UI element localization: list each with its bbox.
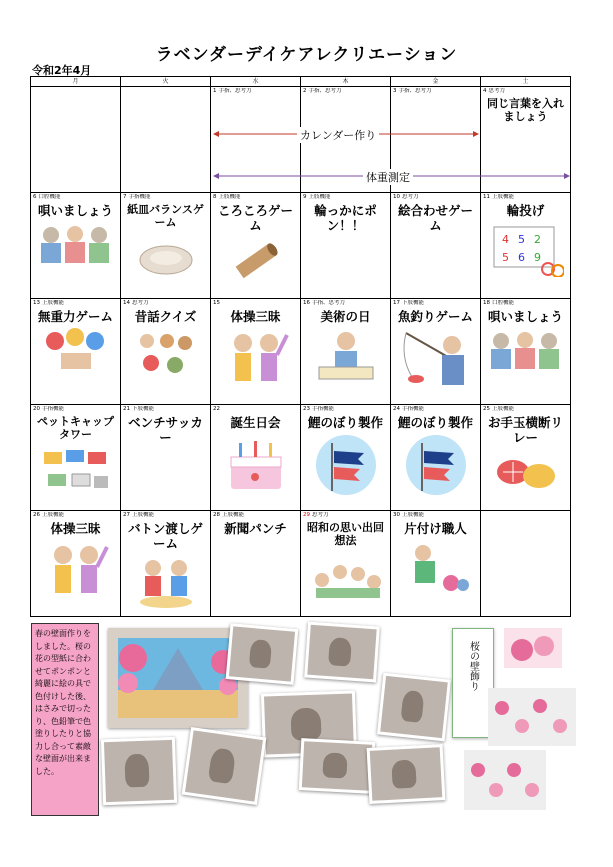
week-row	[31, 511, 571, 617]
day-number: 1	[213, 88, 217, 94]
week-row	[31, 299, 571, 405]
svg-text:5: 5	[501, 251, 509, 264]
day-header	[483, 300, 568, 307]
day-cell	[391, 193, 481, 299]
weight-span-label: 体重測定	[363, 169, 413, 185]
weekday-header: 月	[31, 77, 121, 87]
function-tag: 上肢機能	[402, 512, 425, 518]
day-number: 6	[33, 194, 37, 200]
day-header	[303, 406, 388, 413]
singing-people-icon	[33, 221, 118, 269]
activity-title: ころころゲーム	[217, 203, 293, 233]
day-cell	[31, 405, 121, 511]
day-number: 11	[483, 194, 490, 200]
day-header	[33, 406, 118, 413]
day-number: 20	[33, 406, 40, 412]
function-tag: 手指、思考力	[398, 88, 432, 94]
day-header	[303, 512, 388, 519]
day-header	[393, 512, 478, 519]
day-number: 29	[303, 512, 310, 518]
activity-title: 輪投げ	[506, 203, 545, 218]
activity-title: 絵合わせゲーム	[397, 203, 473, 233]
activity-photo	[299, 738, 376, 794]
bottle-caps-icon	[33, 444, 118, 502]
activity-title: 片付け職人	[404, 521, 467, 536]
day-number: 25	[483, 406, 490, 412]
relay-icon	[123, 554, 208, 614]
svg-text:2: 2	[533, 233, 541, 246]
day-header	[33, 512, 118, 519]
activity-title: 鯉のぼり製作	[307, 415, 383, 430]
function-tag: 上肢機能	[308, 194, 331, 200]
activity-title: 魚釣りゲーム	[397, 309, 473, 324]
birthday-cake-icon	[213, 433, 298, 501]
day-number: 9	[303, 194, 307, 200]
activity-title: 同じ言葉を入れましょう	[487, 97, 564, 123]
function-tag: 手指、思考力	[308, 88, 342, 94]
day-cell	[121, 511, 211, 617]
ring-toss-icon	[483, 221, 568, 281]
beanbag-icon	[483, 448, 568, 502]
flower-decoration-photo	[504, 628, 562, 668]
day-cell	[211, 405, 301, 511]
weekday-header: 土	[481, 77, 571, 87]
day-cell	[481, 193, 571, 299]
function-tag: 上肢機能	[42, 512, 65, 518]
activity-title: 輪っかにポン！！	[314, 203, 377, 233]
photo-report-section	[30, 620, 571, 845]
day-number: 23	[303, 406, 310, 412]
day-header	[303, 300, 388, 307]
weekday-header: 金	[391, 77, 481, 87]
day-header	[33, 300, 118, 307]
weekday-header: 火	[121, 77, 211, 87]
flower-decoration-photo	[464, 750, 546, 810]
day-cell	[481, 405, 571, 511]
weekday-header: 水	[211, 77, 301, 87]
function-tag: 手指、思考力	[218, 88, 252, 94]
day-number: 15	[213, 300, 220, 306]
day-cell	[211, 299, 301, 405]
day-header	[393, 406, 478, 413]
day-cell	[121, 193, 211, 299]
calendar-span-label: カレンダー作り	[297, 127, 379, 143]
function-tag: 口腔機能	[38, 194, 61, 200]
function-tag: 上肢機能	[492, 194, 515, 200]
function-tag: 思考力	[312, 512, 329, 518]
svg-text:5: 5	[517, 233, 525, 246]
day-number: 30	[393, 512, 400, 518]
day-number: 8	[213, 194, 217, 200]
report-note: 春の壁面作りをしました。桜の花の型紙に合わせてポンポンと綺麗に絵の具で色付けした後、はさみで切ったり、色鉛筆で色塗りしたりと協力し合って素敵な壁面が出来ました。	[31, 623, 99, 816]
era-month-label: 令和2年4月	[32, 64, 92, 77]
day-cell	[121, 405, 211, 511]
activity-title: 体操三昧	[230, 309, 281, 324]
singing-people-icon	[483, 327, 568, 375]
activity-title: 昔話クイズ	[134, 309, 197, 324]
day-number: 10	[393, 194, 400, 200]
activity-photo	[367, 744, 446, 804]
function-tag: 思考力	[402, 194, 419, 200]
day-header	[213, 406, 298, 413]
day-number: 24	[393, 406, 400, 412]
day-header	[213, 300, 298, 307]
day-cell	[121, 299, 211, 405]
fishing-icon	[393, 327, 478, 395]
day-cell	[211, 511, 301, 617]
activity-title: 唄いましょう	[487, 309, 563, 324]
day-number: 13	[33, 300, 40, 306]
activity-photo	[304, 622, 380, 683]
activity-title: 誕生日会	[230, 415, 281, 430]
svg-text:4: 4	[501, 233, 509, 246]
day-cell	[391, 511, 481, 617]
function-tag: 上肢機能	[132, 512, 155, 518]
day-number: 2	[303, 88, 307, 94]
day-header	[393, 300, 478, 307]
day-number: 7	[123, 194, 127, 200]
function-tag: 手指機能	[312, 406, 335, 412]
function-tag: 口腔機能	[492, 300, 515, 306]
function-tag: 思考力	[132, 300, 149, 306]
function-tag: 上肢機能	[42, 300, 65, 306]
flower-decoration-photo	[488, 688, 576, 746]
day-number: 3	[393, 88, 397, 94]
function-tag: 上肢機能	[218, 194, 241, 200]
function-tag: 上肢機能	[492, 406, 515, 412]
svg-text:6: 6	[517, 251, 525, 264]
exercise-icon	[213, 327, 298, 391]
activity-title: ベンチサッカー	[128, 415, 203, 445]
function-tag: 手指機能	[402, 406, 425, 412]
painting-icon	[303, 327, 388, 387]
week-row	[31, 193, 571, 299]
activity-photo	[226, 623, 299, 685]
day-header	[123, 512, 208, 519]
day-number: 18	[483, 300, 490, 306]
balloons-icon	[33, 327, 118, 375]
scroll-text: 桜の壁飾り	[467, 641, 479, 691]
function-tag: 下肢機能	[132, 406, 155, 412]
day-number: 22	[213, 406, 220, 412]
exercise-icon	[33, 539, 118, 603]
day-header	[123, 300, 208, 307]
function-tag: 思考力	[488, 88, 506, 94]
function-tag: 手指、思考力	[312, 300, 346, 306]
activity-title: 唄いましょう	[37, 203, 113, 218]
activity-title: バトン渡しゲーム	[128, 521, 203, 551]
day-header	[213, 512, 298, 519]
function-tag: 上肢機能	[222, 512, 245, 518]
function-tag: 手指機能	[128, 194, 151, 200]
paper-plate-icon	[123, 232, 208, 286]
day-cell	[301, 193, 391, 299]
svg-text:9: 9	[533, 251, 541, 264]
day-number: 17	[393, 300, 400, 306]
day-cell	[391, 299, 481, 405]
day-cell	[481, 511, 571, 617]
activity-title: 昭和の思い出回想法	[307, 521, 384, 547]
activity-title: 美術の日	[320, 309, 371, 324]
day-number: 28	[213, 512, 220, 518]
day-cell	[301, 405, 391, 511]
span-arrows	[0, 0, 613, 200]
day-cell	[301, 299, 391, 405]
day-cell	[31, 299, 121, 405]
activity-photo	[377, 673, 451, 742]
day-number: 16	[303, 300, 310, 306]
day-number: 26	[33, 512, 40, 518]
activity-title: 新聞パンチ	[224, 521, 287, 536]
activity-title: 鯉のぼり製作	[397, 415, 473, 430]
day-number: 4	[483, 88, 487, 94]
day-cell	[301, 511, 391, 617]
activity-photo	[101, 737, 177, 806]
function-tag: 下肢機能	[402, 300, 425, 306]
day-cell	[31, 511, 121, 617]
week-row	[31, 405, 571, 511]
carp-streamer-icon	[303, 433, 388, 501]
day-cell	[31, 193, 121, 299]
activity-title: お手玉横断リレー	[487, 415, 563, 445]
activity-photo	[182, 727, 267, 805]
folktale-icon	[123, 327, 208, 381]
paper-roll-icon	[213, 236, 298, 290]
day-cell	[481, 299, 571, 405]
activity-title: 無重力ゲーム	[37, 309, 113, 324]
reminiscence-icon	[303, 550, 388, 610]
activity-title: 体操三昧	[50, 521, 101, 536]
weekday-header: 木	[301, 77, 391, 87]
page-title: ラベンダーデイケアレクリエーション	[155, 45, 458, 65]
day-number: 14	[123, 300, 130, 306]
day-header	[123, 406, 208, 413]
day-number: 27	[123, 512, 130, 518]
day-cell	[211, 193, 301, 299]
carp-streamer-icon	[393, 433, 478, 501]
function-tag: 手指機能	[42, 406, 65, 412]
day-number: 21	[123, 406, 130, 412]
activity-title: ペットキャップタワー	[37, 415, 114, 441]
day-cell	[391, 405, 481, 511]
tidying-icon	[393, 539, 478, 599]
activity-title: 紙皿バランスゲーム	[127, 203, 204, 229]
day-header	[483, 406, 568, 413]
